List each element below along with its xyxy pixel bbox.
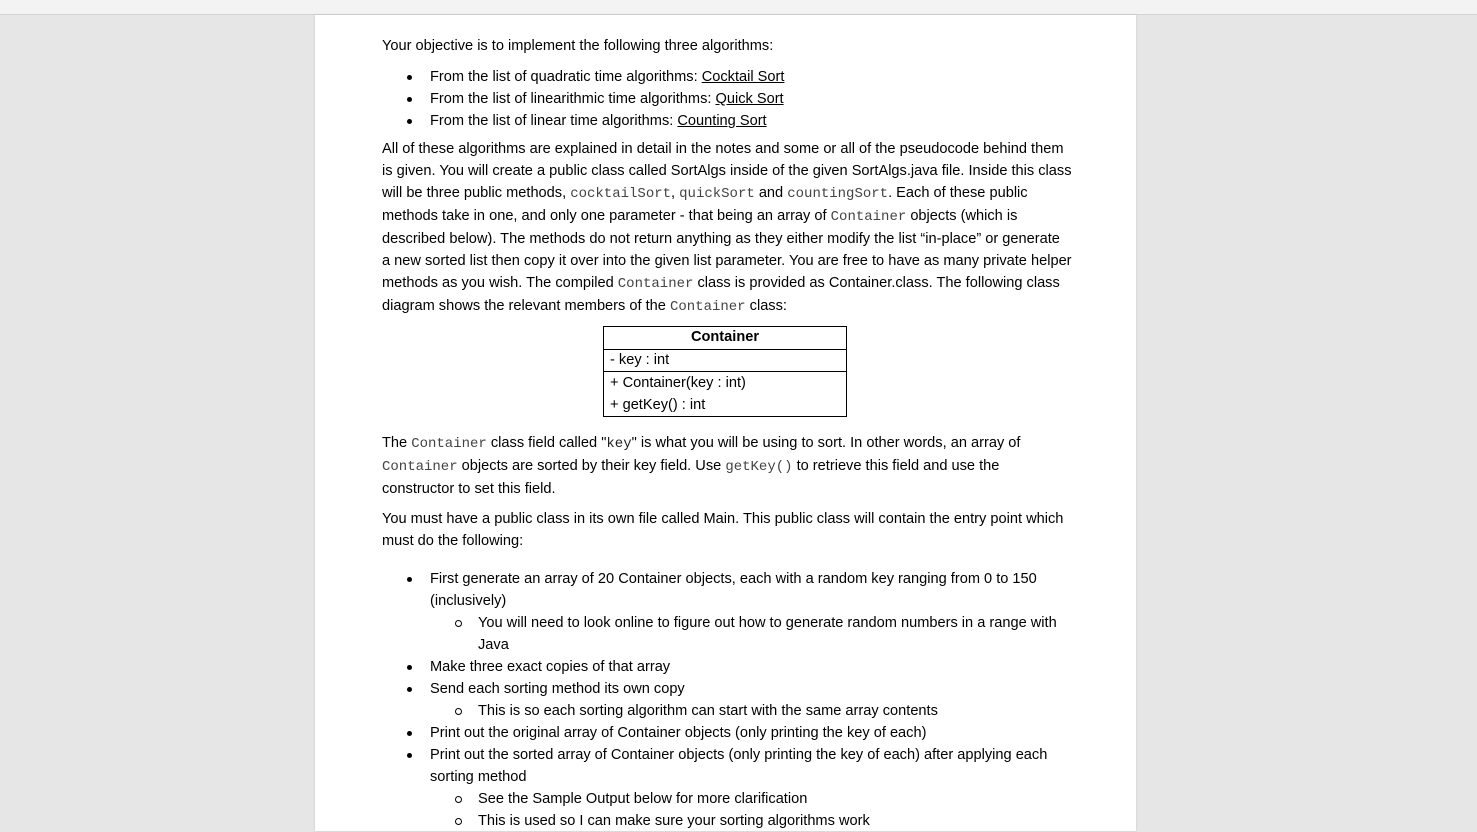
sub-list-item: This is used so I can make sure your sorting algorithms work [430,810,1072,832]
list-item-text: Print out the sorted array of Container objects (only printing the key of each) after applying each sorting method [430,747,1048,785]
code-container: Container [382,459,458,475]
text-run: objects (which is described below). The methods do not return anything as they either modify the list “in-place” or generate a new sorted list then copy it over into the given list parameter. You are free to have as many private helper methods as you wish. The compiled [382,208,1072,291]
class-field: - key : int [610,352,670,368]
text-run: The [382,435,412,451]
code-cocktailsort: cocktailSort [570,186,672,202]
text-run: " is what you will be using to sort. In other words, an array of [631,435,1021,451]
list-item: Make three exact copies of that array [382,656,1072,678]
list-item [382,110,1072,132]
intro-paragraph: Your objective is to implement the following three algorithms: [382,38,774,54]
document-page [315,15,1136,831]
sub-list-item: You will need to look online to figure out how to generate random numbers in a range with Java [430,612,1072,656]
code-container: Container [617,276,694,292]
code-countingsort: countingSort [787,186,889,202]
sub-list [430,788,1072,832]
sub-list-item: See the Sample Output below for more clarification [430,788,1072,810]
list-item [382,744,1072,832]
list-item [382,66,1072,88]
algorithm-list [382,66,1072,132]
top-toolbar-strip [0,0,1477,15]
code-container: Container [669,299,746,315]
cocktail-sort-link[interactable]: Cocktail Sort [701,69,785,85]
sub-list [430,612,1072,656]
class-diagram [603,326,847,417]
code-container: Container [830,209,907,225]
list-item [382,88,1072,110]
class-diagram-title: Container [604,327,846,350]
code-container: Container [411,436,487,452]
text-run: and [754,185,788,201]
list-item [382,568,1072,656]
code-getkey: getKey() [725,459,793,475]
list-item-text: First generate an array of 20 Container objects, each with a random key ranging from 0 to 150 (inclusively) [430,571,1037,609]
list-item-text: From the list of linear time algorithms: [430,113,678,129]
text-run: class is provided as Container.class. The following class diagram shows the relevant members of the [382,275,1060,314]
text-run: class: [745,298,787,314]
quick-sort-link[interactable]: Quick Sort [715,91,784,107]
list-item-text: From the list of linearithmic time algorithms: [430,91,716,107]
main-class-paragraph: You must have a public class in its own file called Main. This public class will contain the entry point which must do the following: [382,511,1064,549]
text-run: objects are sorted by their key field. Use [457,458,726,474]
list-item [382,678,1072,722]
sub-list-item: This is so each sorting algorithm can start with the same array contents [430,700,1072,722]
counting-sort-link[interactable]: Counting Sort [677,113,767,129]
key-field-paragraph [382,432,1072,500]
list-item: Print out the original array of Container objects (only printing the key of each) [382,722,1072,744]
document-content [382,35,1072,832]
text-run: . Each of these public methods take in one, and only one parameter - that being an array of [382,185,1028,224]
description-paragraph [382,138,1072,318]
list-item-text: Send each sorting method its own copy [430,681,685,697]
code-key: key [606,436,632,452]
steps-list [382,568,1072,832]
class-method: + getKey() : int [610,397,706,413]
text-run: to retrieve this field and use the constructor to set this field. [382,458,1000,497]
list-item-text: From the list of quadratic time algorithms: [430,69,702,85]
class-diagram-fields [604,350,846,372]
text-run: All of these algorithms are explained in detail in the notes and some or all of the pseudocode behind them is given. You will create a public class called SortAlgs inside of the given SortAlgs.java file. Inside this class will be three public methods, [382,141,1072,201]
text-run: , [671,185,680,201]
class-method: + Container(key : int) [610,375,746,391]
code-quicksort: quickSort [679,186,755,202]
text-run: class field called " [486,435,607,451]
sub-list [430,700,1072,722]
class-diagram-methods [604,372,846,416]
